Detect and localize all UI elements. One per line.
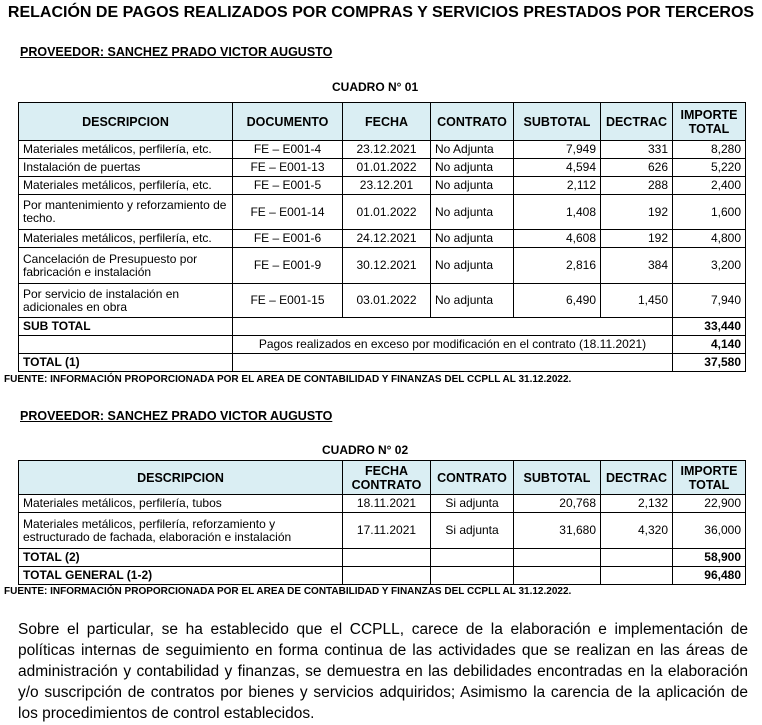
cell-descripcion: Por servicio de instalación en adicionales en obra — [19, 284, 233, 318]
table-row — [19, 177, 746, 195]
col-header-subtotal: SUBTOTAL — [514, 103, 601, 141]
cell-descripcion: Cancelación de Presupuesto por fabricación e instalación — [19, 248, 233, 284]
cell-descripcion: Por mantenimiento y reforzamiento de techo. — [19, 195, 233, 230]
cell-descripcion: Materiales metálicos, perfilería, etc. — [19, 141, 233, 159]
table-row — [19, 284, 746, 318]
cell-subtotal: 31,680 — [514, 513, 601, 549]
fuente-note-1: FUENTE: INFORMACIÓN PROPORCIONADA POR EL AREA DE CONTABILIDAD Y FINANZAS DEL CCPLL AL 31.12.2022. — [4, 374, 572, 385]
total-spacer — [343, 549, 431, 567]
total-value: 58,900 — [673, 549, 746, 567]
cell-subtotal: 2,112 — [514, 177, 601, 195]
subtotal-spacer — [233, 318, 673, 336]
total-row — [19, 549, 746, 567]
exceso-label: Pagos realizados en exceso por modificación en el contrato (18.11.2021) — [233, 336, 673, 354]
cuadro-title-2: CUADRO N° 02 — [322, 443, 409, 457]
cell-subtotal: 7,949 — [514, 141, 601, 159]
document-title: RELACIÓN DE PAGOS REALIZADOS POR COMPRAS Y SERVICIOS PRESTADOS POR TERCEROS — [7, 4, 755, 21]
col-header-fecha: FECHA — [343, 103, 431, 141]
cell-importe: 22,900 — [673, 495, 746, 513]
cell-fecha: 17.11.2021 — [343, 513, 431, 549]
exceso-row — [19, 336, 746, 354]
cell-dectrac: 626 — [601, 159, 673, 177]
payments-table-2 — [18, 460, 746, 585]
cell-fecha: 23.12.201 — [343, 177, 431, 195]
table-row — [19, 141, 746, 159]
total-spacer — [601, 549, 673, 567]
col-header-fecha-contrato: FECHA CONTRATO — [343, 461, 431, 495]
cell-dectrac: 4,320 — [601, 513, 673, 549]
table-row — [19, 195, 746, 230]
general-total-spacer — [343, 567, 431, 585]
cell-contrato: No adjunta — [431, 230, 514, 248]
cuadro-title-1: CUADRO N° 01 — [332, 80, 419, 94]
subtotal-label: SUB TOTAL — [19, 318, 233, 336]
cell-importe: 8,280 — [673, 141, 746, 159]
cell-dectrac: 2,132 — [601, 495, 673, 513]
cell-subtotal: 6,490 — [514, 284, 601, 318]
col-header-importe-total: IMPORTE TOTAL — [673, 461, 746, 495]
subtotal-value: 33,440 — [673, 318, 746, 336]
cell-fecha: 24.12.2021 — [343, 230, 431, 248]
cell-fecha: 01.01.2022 — [343, 195, 431, 230]
total-spacer — [233, 354, 673, 372]
cell-fecha: 30.12.2021 — [343, 248, 431, 284]
cell-documento: FE – E001-13 — [233, 159, 343, 177]
total-row — [19, 354, 746, 372]
cell-dectrac: 331 — [601, 141, 673, 159]
cell-documento: FE – E001-15 — [233, 284, 343, 318]
table-row — [19, 513, 746, 549]
cell-subtotal: 4,594 — [514, 159, 601, 177]
col-header-documento: DOCUMENTO — [233, 103, 343, 141]
cell-descripcion: Materiales metálicos, perfilería, etc. — [19, 230, 233, 248]
general-total-spacer — [601, 567, 673, 585]
total-spacer — [431, 549, 514, 567]
cell-importe: 3,200 — [673, 248, 746, 284]
exceso-spacer — [19, 336, 233, 354]
cell-contrato: No adjunta — [431, 159, 514, 177]
cell-contrato: No adjunta — [431, 177, 514, 195]
general-total-value: 96,480 — [673, 567, 746, 585]
fuente-note-2: FUENTE: INFORMACIÓN PROPORCIONADA POR EL AREA DE CONTABILIDAD Y FINANZAS DEL CCPLL AL 31.12.2022. — [4, 586, 572, 597]
cell-descripcion: Materiales metálicos, perfilería, etc. — [19, 177, 233, 195]
cell-contrato: Si adjunta — [431, 495, 514, 513]
cell-descripcion: Materiales metálicos, perfilería, tubos — [19, 495, 343, 513]
cell-fecha: 18.11.2021 — [343, 495, 431, 513]
cell-importe: 36,000 — [673, 513, 746, 549]
cell-importe: 1,600 — [673, 195, 746, 230]
cell-documento: FE – E001-5 — [233, 177, 343, 195]
cell-subtotal: 20,768 — [514, 495, 601, 513]
table-row — [19, 495, 746, 513]
cell-contrato: No adjunta — [431, 248, 514, 284]
col-header-subtotal: SUBTOTAL — [514, 461, 601, 495]
cell-descripcion: Instalación de puertas — [19, 159, 233, 177]
cell-fecha: 01.01.2022 — [343, 159, 431, 177]
cell-contrato: No Adjunta — [431, 141, 514, 159]
general-total-spacer — [514, 567, 601, 585]
cell-subtotal: 1,408 — [514, 195, 601, 230]
cell-documento: FE – E001-6 — [233, 230, 343, 248]
col-header-importe-total: IMPORTE TOTAL — [673, 103, 746, 141]
table-row — [19, 230, 746, 248]
cell-documento: FE – E001-14 — [233, 195, 343, 230]
total-label: TOTAL (1) — [19, 354, 233, 372]
cell-documento: FE – E001-9 — [233, 248, 343, 284]
cell-contrato: No adjunta — [431, 284, 514, 318]
exceso-value: 4,140 — [673, 336, 746, 354]
cell-dectrac: 192 — [601, 195, 673, 230]
payments-table-1 — [18, 102, 746, 372]
conclusion-paragraph: Sobre el particular, se ha establecido que el CCPLL, carece de la elaboración e implementación de políticas internas de seguimiento en forma continua de las actividades que se realizan en las áreas de administración y contabilidad y finanzas, se demuestra en las debilidades encontradas en la elaboración y/o suscripción de contratos por bienes y servicios adquiridos; Asimismo la carencia de la aplicación de los procedimientos de control establecidos. — [18, 621, 748, 722]
col-header-descripcion: DESCRIPCION — [19, 461, 343, 495]
cell-contrato: No adjunta — [431, 195, 514, 230]
general-total-label: TOTAL GENERAL (1-2) — [19, 567, 343, 585]
cell-fecha: 23.12.2021 — [343, 141, 431, 159]
col-header-dectrac: DECTRAC — [601, 103, 673, 141]
cell-dectrac: 192 — [601, 230, 673, 248]
col-header-contrato: CONTRATO — [431, 461, 514, 495]
general-total-spacer — [431, 567, 514, 585]
table-header-row — [19, 103, 746, 141]
cell-fecha: 03.01.2022 — [343, 284, 431, 318]
cell-dectrac: 1,450 — [601, 284, 673, 318]
table-row — [19, 159, 746, 177]
cell-importe: 2,400 — [673, 177, 746, 195]
general-total-row — [19, 567, 746, 585]
cell-contrato: Si adjunta — [431, 513, 514, 549]
cell-subtotal: 4,608 — [514, 230, 601, 248]
proveedor-label-2: PROVEEDOR: SANCHEZ PRADO VICTOR AUGUSTO — [20, 409, 333, 423]
cell-importe: 4,800 — [673, 230, 746, 248]
proveedor-label-1: PROVEEDOR: SANCHEZ PRADO VICTOR AUGUSTO — [20, 45, 333, 59]
cell-importe: 7,940 — [673, 284, 746, 318]
table-header-row — [19, 461, 746, 495]
total-label: TOTAL (2) — [19, 549, 343, 567]
cell-documento: FE – E001-4 — [233, 141, 343, 159]
total-value: 37,580 — [673, 354, 746, 372]
cell-descripcion: Materiales metálicos, perfilería, reforzamiento y estructurado de fachada, elaboración e instalación — [19, 513, 343, 549]
col-header-dectrac: DECTRAC — [601, 461, 673, 495]
table-row — [19, 248, 746, 284]
subtotal-row — [19, 318, 746, 336]
cell-subtotal: 2,816 — [514, 248, 601, 284]
cell-importe: 5,220 — [673, 159, 746, 177]
total-spacer — [514, 549, 601, 567]
cell-dectrac: 384 — [601, 248, 673, 284]
col-header-descripcion: DESCRIPCION — [19, 103, 233, 141]
col-header-contrato: CONTRATO — [431, 103, 514, 141]
cell-dectrac: 288 — [601, 177, 673, 195]
